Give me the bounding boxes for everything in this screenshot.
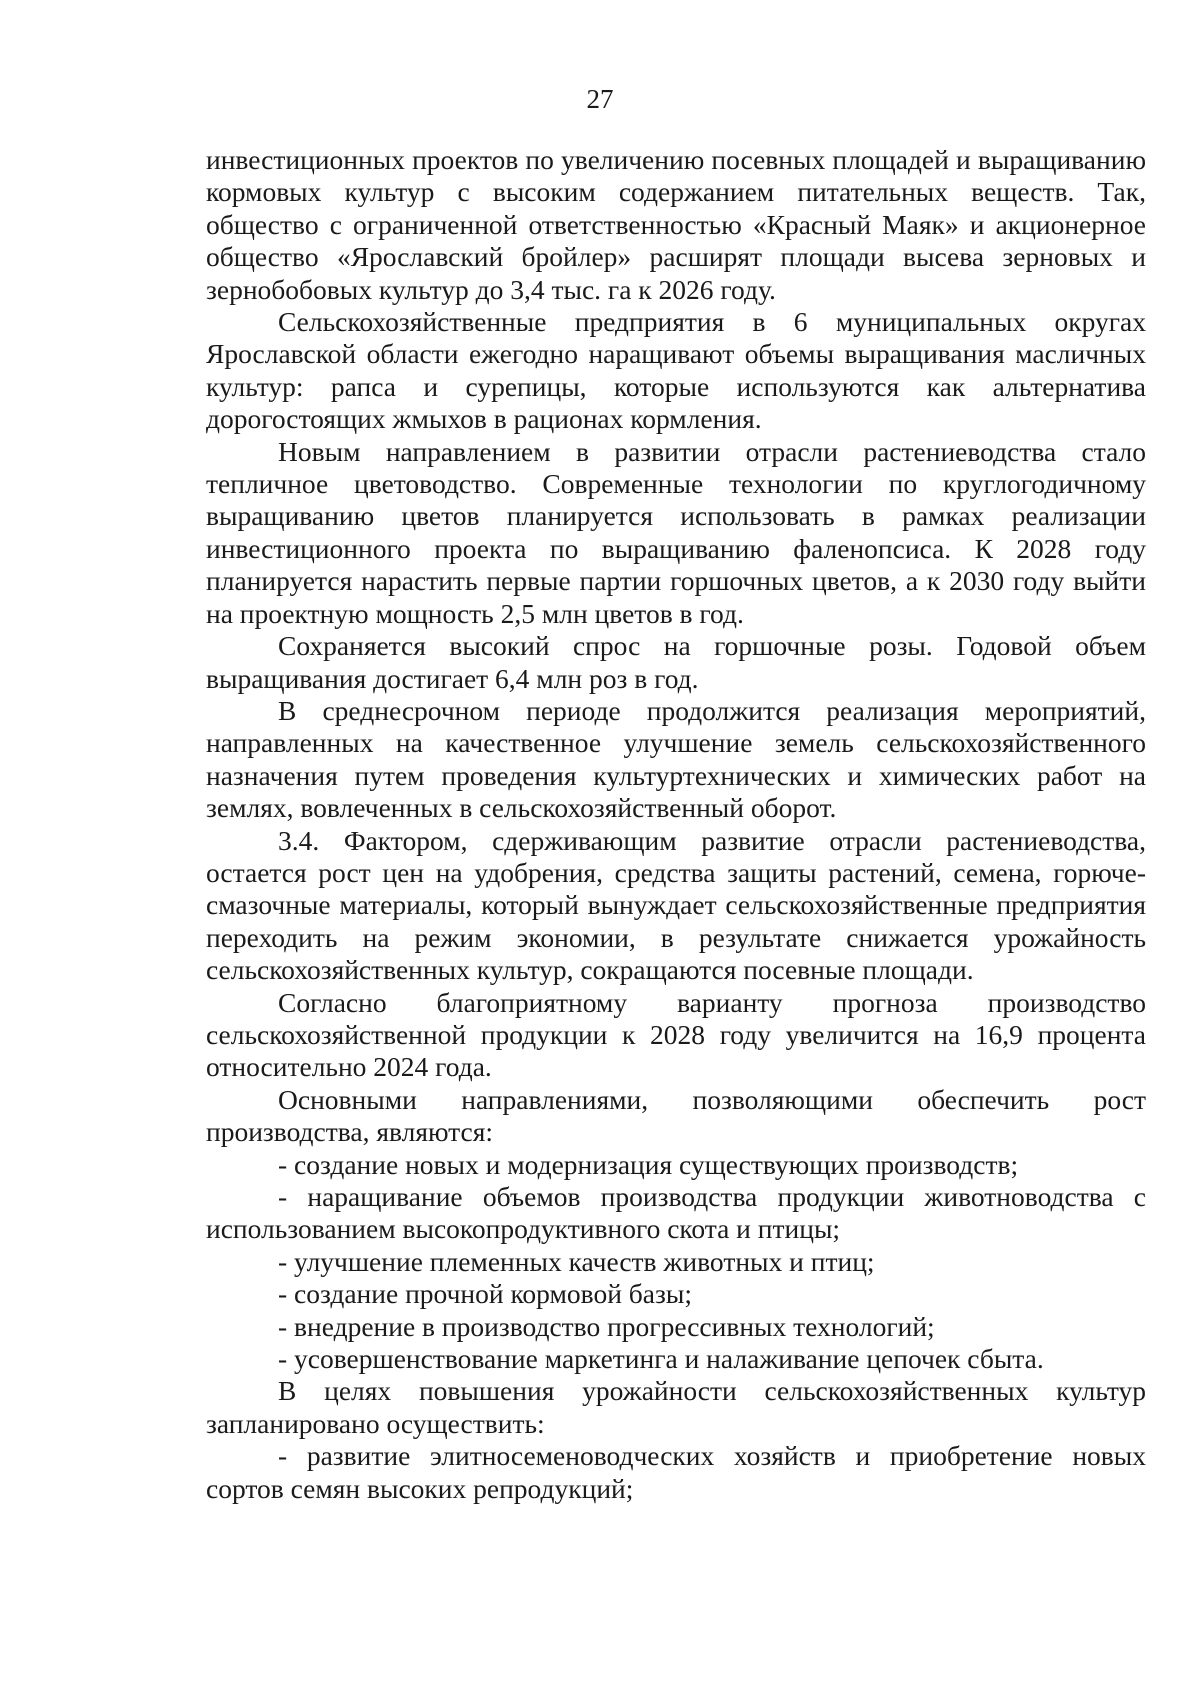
paragraph-continuation: инвестиционных проектов по увеличению посевных площадей и выращиванию кормовых культур с высоким содержанием питательных веществ. Так, общество с ограниченной ответственностью «Красный Маяк» и акционерное общество «Ярославский бройлер» расширят площади высева зерновых и зернобобовых культур до 3,4 тыс. га к 2026 году. [206,144,1146,305]
list-item: - внедрение в производство прогрессивных технологий; [278,1310,935,1342]
list-item: - развитие элитносеменоводческих хозяйств и приобретение новых сортов семян высоких репродукций; [206,1440,1146,1504]
paragraph-forecast: Согласно благоприятному варианту прогноза производство сельскохозяйственной продукции к 2028 году увеличится на 16,9 процента относительно 2024 года. [206,986,1146,1083]
list-item: - улучшение племенных качеств животных и птиц; [278,1245,875,1277]
paragraph-main-directions: Основными направлениями, позволяющими обеспечить рост производства, являются: [206,1083,1146,1148]
paragraph-section-3-4: 3.4. Фактором, сдерживающим развитие отрасли растениеводства, остается рост цен на удобрения, средства защиты растений, семена, горюче-смазочные материалы, который вынуждает сельскохозяйственные предприятия переходить на режим экономии, в результате снижается урожайность сельскохозяйственных культур, сокращаются посевные площади. [206,824,1146,986]
paragraph-oilseed-crops: Сельскохозяйственные предприятия в 6 муниципальных округах Ярославской области ежегодно наращивают объемы выращивания масличных культур: рапса и сурепицы, которые используются как альтернатива дорогостоящих жмыхов в рационах кормления. [206,306,1146,435]
list-item: - создание новых и модернизация существующих производств; [278,1148,1019,1180]
list-item: - усовершенствование маркетинга и налаживание цепочек сбыта. [278,1343,1044,1375]
paragraph-land-improvement: В среднесрочном периоде продолжится реализация мероприятий, направленных на качественное улучшение земель сельскохозяйственного назначения путем проведения культуртехнических и химических работ на землях, вовлеченных в сельскохозяйственный оборот. [206,694,1146,824]
paragraph-potted-roses: Сохраняется высокий спрос на горшочные розы. Годовой объем выращивания достигает 6,4 млн роз в год. [206,630,1146,694]
document-body [206,144,1146,1505]
paragraph-yield-goals: В целях повышения урожайности сельскохозяйственных культур запланировано осуществить: [206,1375,1146,1439]
list-item: - создание прочной кормовой базы; [278,1278,692,1310]
list-item: - наращивание объемов производства продукции животноводства с использованием высокопродуктивного скота и птицы; [206,1181,1146,1245]
paragraph-greenhouse-floriculture: Новым направлением в развитии отрасли растениеводства стало тепличное цветоводство. Современные технологии по круглогодичному выращиванию цветов планируется использовать в рамках реализации инвестиционного проекта по выращиванию фаленопсиса. К 2028 году планируется нарастить первые партии горшочных цветов, а к 2030 году выйти на проектную мощность 2,5 млн цветов в год. [206,435,1146,629]
page-number: 27 [586,84,614,114]
